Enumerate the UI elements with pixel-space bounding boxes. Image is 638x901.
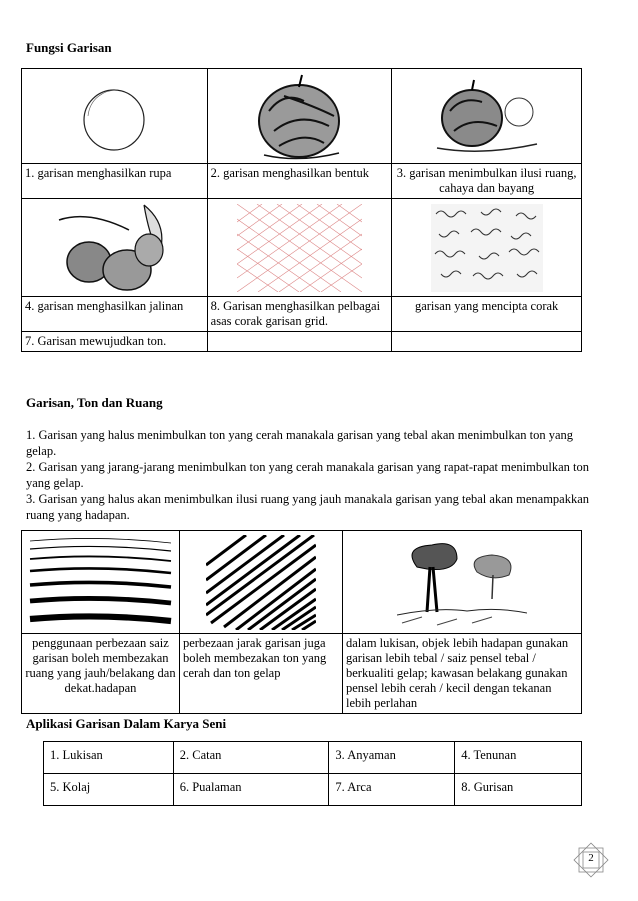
section-heading-ton: Garisan, Ton dan Ruang [26, 395, 163, 410]
aplikasi-item: 7. Arca [329, 774, 455, 806]
circle-image [22, 69, 208, 164]
fungsi-table [21, 68, 582, 352]
apple-image [207, 69, 392, 164]
rambutan-sketch-icon [49, 200, 179, 295]
squiggle-pattern-icon [431, 204, 543, 292]
page-number-badge [572, 841, 610, 879]
caption-6: garisan yang mencipta corak [392, 297, 582, 332]
circle-sketch-icon [74, 76, 154, 156]
aplikasi-item: 3. Anyaman [329, 742, 455, 774]
aplikasi-item: 6. Pualaman [173, 774, 329, 806]
caption-4: 4. garisan menghasilkan jalinan [22, 297, 208, 332]
aplikasi-item: 1. Lukisan [44, 742, 174, 774]
caption-3: 3. garisan menimbulkan ilusi ruang, cahaya dan bayang [392, 164, 582, 199]
line-density-image [179, 531, 342, 634]
tree-landscape-icon [397, 537, 527, 627]
aplikasi-item: 4. Tenunan [455, 742, 582, 774]
empty-cell [392, 332, 582, 352]
aplikasi-item: 8. Gurisan [455, 774, 582, 806]
aplikasi-item: 2. Catan [173, 742, 329, 774]
landscape-image [343, 531, 582, 634]
ton-point-3: 3. Garisan yang halus akan menimbulkan ilusi ruang yang jauh manakala garisan yang tebal akan menampakkan ruang yang hadapan. [26, 492, 590, 522]
ton-caption-2: perbezaan jarak garisan juga boleh membezakan ton yang cerah dan ton gelap [179, 634, 342, 714]
corak-pattern-image [392, 199, 582, 297]
grid-pattern-image [207, 199, 392, 297]
section-heading-aplikasi: Aplikasi Garisan Dalam Karya Seni [26, 716, 227, 731]
page-number: 2 [588, 852, 594, 864]
rambutan-image [22, 199, 208, 297]
caption-7: 7. Garisan mewujudkan ton. [22, 332, 208, 352]
aplikasi-table [43, 741, 582, 806]
aplikasi-item: 5. Kolaj [44, 774, 174, 806]
apple-sketch-icon [244, 71, 354, 161]
line-thickness-image [22, 531, 180, 634]
ton-point-2: 2. Garisan yang jarang-jarang menimbulkan ton yang cerah manakala garisan yang rapat-rapat menimbulkan ton yang gelap. [26, 460, 589, 490]
ton-caption-3: dalam lukisan, objek lebih hadapan gunakan garisan lebih tebal / saiz pensel tebal / berkualiti gelap; kawasan belakang gunakan pensel lebih cerah / kecil dengan tekanan lebih perlahan [343, 634, 582, 714]
apple-light-shadow-icon [432, 76, 542, 156]
apple-shadow-image [392, 69, 582, 164]
caption-5: 8. Garisan menghasilkan pelbagai asas corak garisan grid. [207, 297, 392, 332]
empty-cell [207, 332, 392, 352]
diagonal-lines-icon [206, 535, 316, 630]
caption-2: 2. garisan menghasilkan bentuk [207, 164, 392, 199]
ton-point-1: 1. Garisan yang halus menimbulkan ton yang cerah manakala garisan yang tebal akan menimbulkan ton yang gelap. [26, 428, 574, 458]
grid-pattern-icon [237, 204, 362, 292]
wavy-lines-icon [28, 535, 173, 630]
ton-caption-1: penggunaan perbezaan saiz garisan boleh membezakan ruang yang jauh/belakang dan dekat.hadapan [22, 634, 180, 714]
caption-1: 1. garisan menghasilkan rupa [22, 164, 208, 199]
section-heading-fungsi: Fungsi Garisan [26, 40, 112, 55]
ton-table [21, 530, 582, 714]
